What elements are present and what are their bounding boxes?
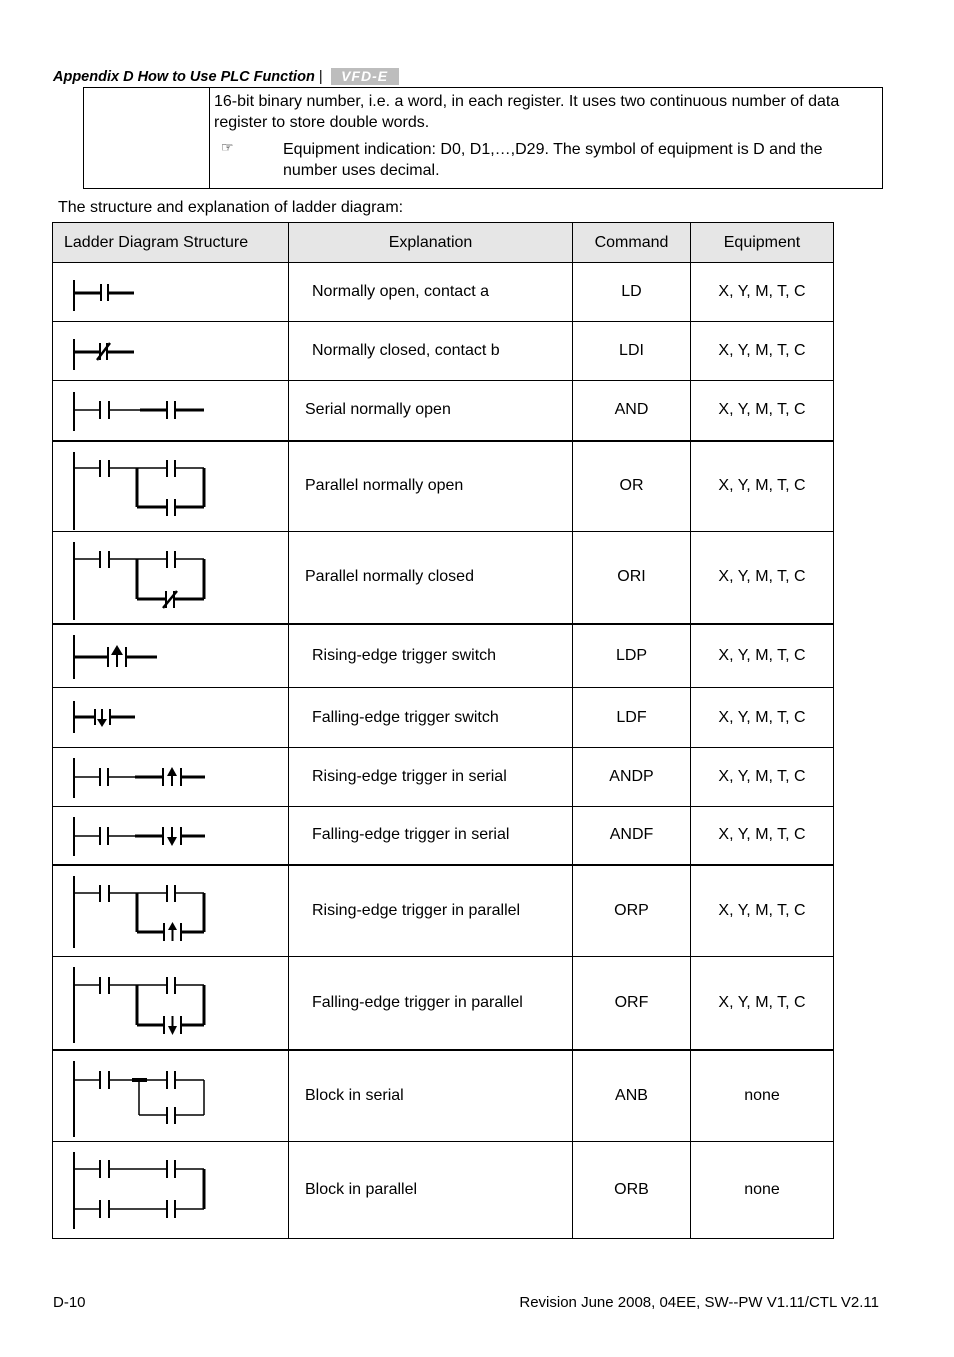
serial-normally-open-icon [53,381,289,441]
explanation-cell: Normally closed, contact b [289,322,573,381]
table-row [53,807,834,865]
command-cell: ANDF [573,807,691,865]
equipment-cell: X, Y, M, T, C [691,381,834,441]
explanation-cell: Rising-edge trigger in serial [289,748,573,807]
rising-edge-contact-icon [53,624,289,688]
table-row [53,865,834,957]
explanation-cell: Falling-edge trigger in parallel [289,957,573,1050]
command-cell: LDI [573,322,691,381]
equipment-cell: X, Y, M, T, C [691,441,834,532]
explanation-cell: Rising-edge trigger in parallel [289,865,573,957]
explanation-cell: Falling-edge trigger in serial [289,807,573,865]
table-row [53,532,834,624]
command-cell: ORI [573,532,691,624]
explanation-cell: Parallel normally open [289,441,573,532]
pointing-hand-icon: ☞ [221,139,234,155]
parallel-normally-open-icon [53,441,289,532]
header-separator: | [318,68,323,85]
table-row [53,441,834,532]
header-equipment: Equipment [691,223,834,263]
command-cell: ORP [573,865,691,957]
logo-text: VFD-E [341,68,389,84]
table-row [53,381,834,441]
header-ladder-structure: Ladder Diagram Structure [53,223,289,263]
equipment-cell: X, Y, M, T, C [691,532,834,624]
command-cell: LDF [573,688,691,748]
block-in-parallel-icon [53,1142,289,1239]
rising-edge-serial-icon [53,748,289,807]
normally-closed-contact-icon [53,322,289,381]
equipment-cell: none [691,1050,834,1142]
explanation-cell: Serial normally open [289,381,573,441]
command-cell: ANDP [573,748,691,807]
explanation-cell: Parallel normally closed [289,532,573,624]
table-row [53,1142,834,1239]
equipment-cell: X, Y, M, T, C [691,688,834,748]
equipment-cell: X, Y, M, T, C [691,807,834,865]
equipment-cell: X, Y, M, T, C [691,748,834,807]
command-cell: OR [573,441,691,532]
equipment-cell: X, Y, M, T, C [691,957,834,1050]
rising-edge-parallel-icon [53,865,289,957]
command-cell: AND [573,381,691,441]
falling-edge-serial-icon [53,807,289,865]
register-description-box [83,87,883,189]
header-explanation: Explanation [289,223,573,263]
table-row [53,957,834,1050]
falling-edge-contact-icon [53,688,289,748]
equipment-cell: X, Y, M, T, C [691,322,834,381]
explanation-cell: Normally open, contact a [289,263,573,322]
explanation-cell: Rising-edge trigger switch [289,624,573,688]
table-row [53,688,834,748]
table-row [53,263,834,322]
command-cell: LD [573,263,691,322]
command-cell: LDP [573,624,691,688]
explanation-cell: Falling-edge trigger switch [289,688,573,748]
equipment-cell: none [691,1142,834,1239]
header-title: Appendix D How to Use PLC Function [53,68,315,85]
equipment-cell: X, Y, M, T, C [691,865,834,957]
register-description-text: 16-bit binary number, i.e. a word, in each register. It uses two continuous number of data register to store double words. [214,93,840,131]
page-number: D-10 [53,1294,86,1311]
command-cell: ANB [573,1050,691,1142]
block-in-serial-icon [53,1050,289,1142]
equipment-cell: X, Y, M, T, C [691,624,834,688]
equipment-indication-text: Equipment indication: D0, D1,…,D29. The symbol of equipment is D and the number uses decimal. [283,141,823,179]
box-divider [209,88,210,188]
page-header [53,68,399,85]
falling-edge-parallel-icon [53,957,289,1050]
explanation-cell: Block in serial [289,1050,573,1142]
revision-info: Revision June 2008, 04EE, SW--PW V1.11/CTL V2.11 [519,1294,879,1311]
vfd-e-logo [331,68,399,85]
ladder-diagram-table [52,222,834,1239]
table-row [53,1050,834,1142]
command-cell: ORB [573,1142,691,1239]
table-row [53,322,834,381]
table-intro: The structure and explanation of ladder diagram: [58,199,404,216]
normally-open-contact-icon [53,263,289,322]
table-row [53,748,834,807]
command-cell: ORF [573,957,691,1050]
table-header-row [53,223,834,263]
equipment-cell: X, Y, M, T, C [691,263,834,322]
table-row [53,624,834,688]
parallel-normally-closed-icon [53,532,289,624]
explanation-cell: Block in parallel [289,1142,573,1239]
header-command: Command [573,223,691,263]
